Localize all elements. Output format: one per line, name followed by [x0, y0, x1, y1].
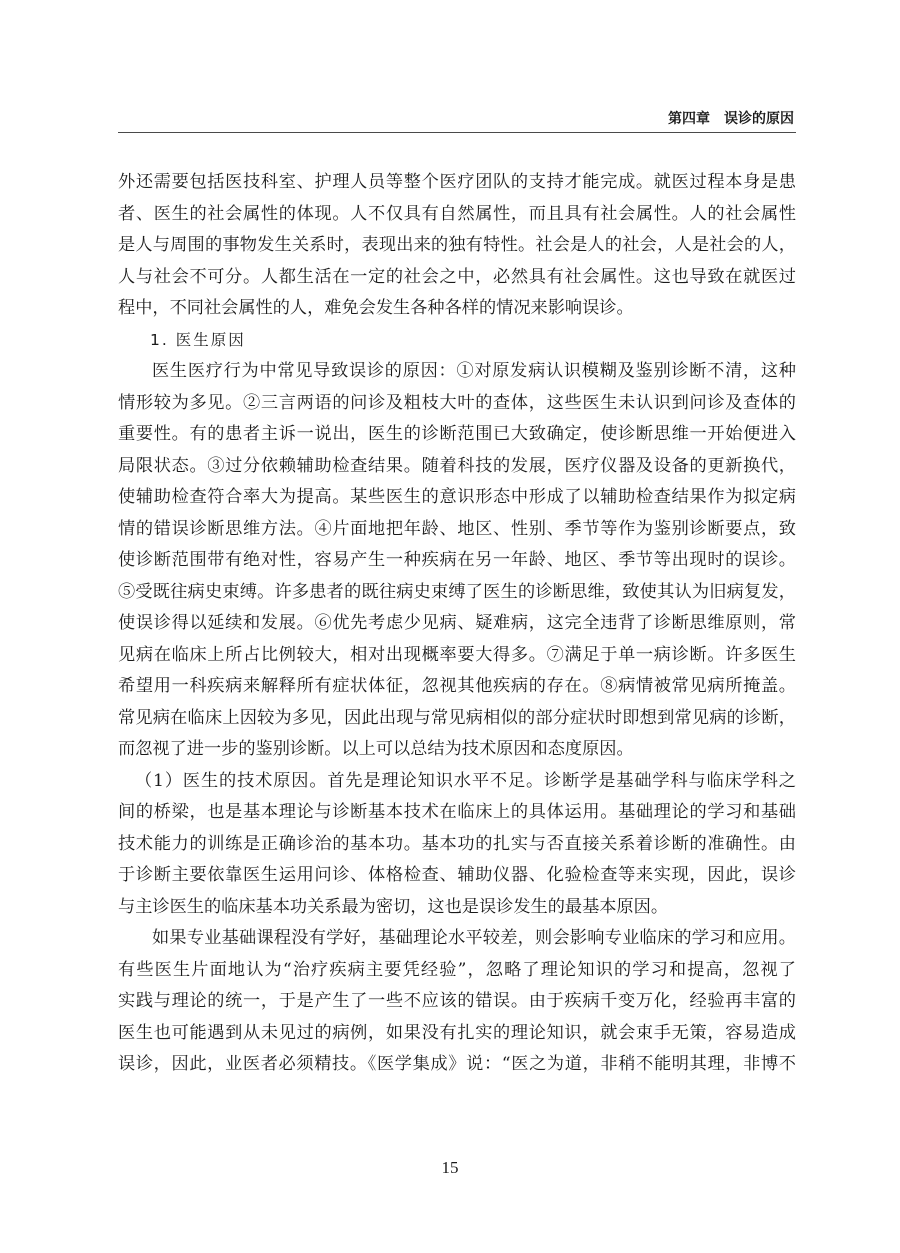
paragraph — [118, 766, 796, 924]
chapter-title: 第四章 误诊的原因 — [668, 111, 794, 127]
section-heading: 1. 医生原因 — [150, 330, 246, 349]
text-line: 外还需要包括医技科室、护理人员等整个医疗团队的支持才能完成。就医过程本身是患 — [118, 172, 796, 192]
running-header — [118, 106, 796, 133]
page-number: 15 — [441, 1158, 459, 1177]
paragraph — [118, 356, 796, 766]
text-line: 人与社会不可分。人都生活在一定的社会之中，必然具有社会属性。这也导致在就医过 — [118, 266, 796, 287]
page-body — [118, 167, 796, 1081]
paragraph — [118, 167, 796, 325]
text-line: 如果专业基础课程没有学好，基础理论水平较差，则会影响专业临床的学习和应用。 — [152, 928, 796, 948]
text-line: 使误诊得以延续和发展。⑥优先考虑少见病、疑难病，这完全违背了诊断思维原则，常 — [118, 613, 796, 633]
text-line: 实践与理论的统一，于是产生了一些不应该的错误。由于疾病千变万化，经验再丰富的 — [118, 991, 796, 1011]
text-line: 使辅助检查符合率大为提高。某些医生的意识形态中形成了以辅助检查结果作为拟定病 — [118, 487, 796, 507]
text-line: 与主诊医生的临床基本功关系最为密切，这也是误诊发生的最基本原因。 — [118, 896, 669, 917]
text-line: 局限状态。③过分依赖辅助检查结果。随着科技的发展，医疗仪器及设备的更新换代， — [118, 455, 796, 476]
text-line: （1）医生的技术原因。首先是理论知识水平不足。诊断学是基础学科与临床学科之 — [135, 770, 796, 791]
text-line: 误诊，因此，业医者必须精技。《医学集成》说：“医之为道，非稍不能明其理，非博不 — [118, 1054, 796, 1074]
text-line: 程中，不同社会属性的人，难免会发生各种各样的情况来影响误诊。 — [118, 298, 634, 318]
text-line: 间的桥梁，也是基本理论与诊断基本技术在临床上的具体运用。基础理论的学习和基础 — [118, 802, 796, 822]
text-line: 于诊断主要依靠医生运用问诊、体格检查、辅助仪器、化验检查等来实现，因此，误诊 — [118, 865, 796, 885]
text-line: 情形较为多见。②三言两语的问诊及粗枝大叶的查体，这些医生未认识到问诊及查体的 — [118, 392, 796, 413]
text-line: 者、医生的社会属性的体现。人不仅具有自然属性，而且具有社会属性。人的社会属性 — [118, 203, 796, 224]
paragraph — [118, 923, 796, 1081]
text-line: 常见病在临床上因较为多见，因此出现与常见病相似的部分症状时即想到常见病的诊断， — [118, 707, 796, 728]
text-line: 重要性。有的患者主诉一说出，医生的诊断范围已大致确定，使诊断思维一开始便进入 — [118, 424, 796, 444]
text-line: ⑤受既往病史束缚。许多患者的既往病史束缚了医生的诊断思维，致使其认为旧病复发， — [118, 581, 796, 602]
text-line: 医生也可能遇到从未见过的病例，如果没有扎实的理论知识，就会束手无策，容易造成 — [118, 1022, 796, 1043]
text-line: 见病在临床上所占比例较大，相对出现概率要大得多。⑦满足于单一病诊断。许多医生 — [118, 644, 796, 665]
text-line: 是人与周围的事物发生关系时，表现出来的独有特性。社会是人的社会，人是社会的人， — [118, 235, 796, 255]
text-line: 情的错误诊断思维方法。④片面地把年龄、地区、性别、季节等作为鉴别诊断要点，致 — [118, 518, 796, 539]
text-line: 而忽视了进一步的鉴别诊断。以上可以总结为技术原因和态度原因。 — [118, 739, 634, 759]
text-line: 希望用一科疾病来解释所有症状体征，忽视其他疾病的存在。⑧病情被常见病所掩盖。 — [118, 676, 796, 696]
text-line: 有些医生片面地认为“治疗疾病主要凭经验”，忽略了理论知识的学习和提高，忽视了 — [118, 959, 796, 980]
text-line: 使诊断范围带有绝对性，容易产生一种疾病在另一年龄、地区、季节等出现时的误诊。 — [118, 550, 796, 570]
text-line: 技术能力的训练是正确诊治的基本功。基本功的扎实与否直接关系着诊断的准确性。由 — [118, 833, 796, 854]
text-line: 医生医疗行为中常见导致误诊的原因：①对原发病认识模糊及鉴别诊断不清，这种 — [152, 361, 796, 381]
